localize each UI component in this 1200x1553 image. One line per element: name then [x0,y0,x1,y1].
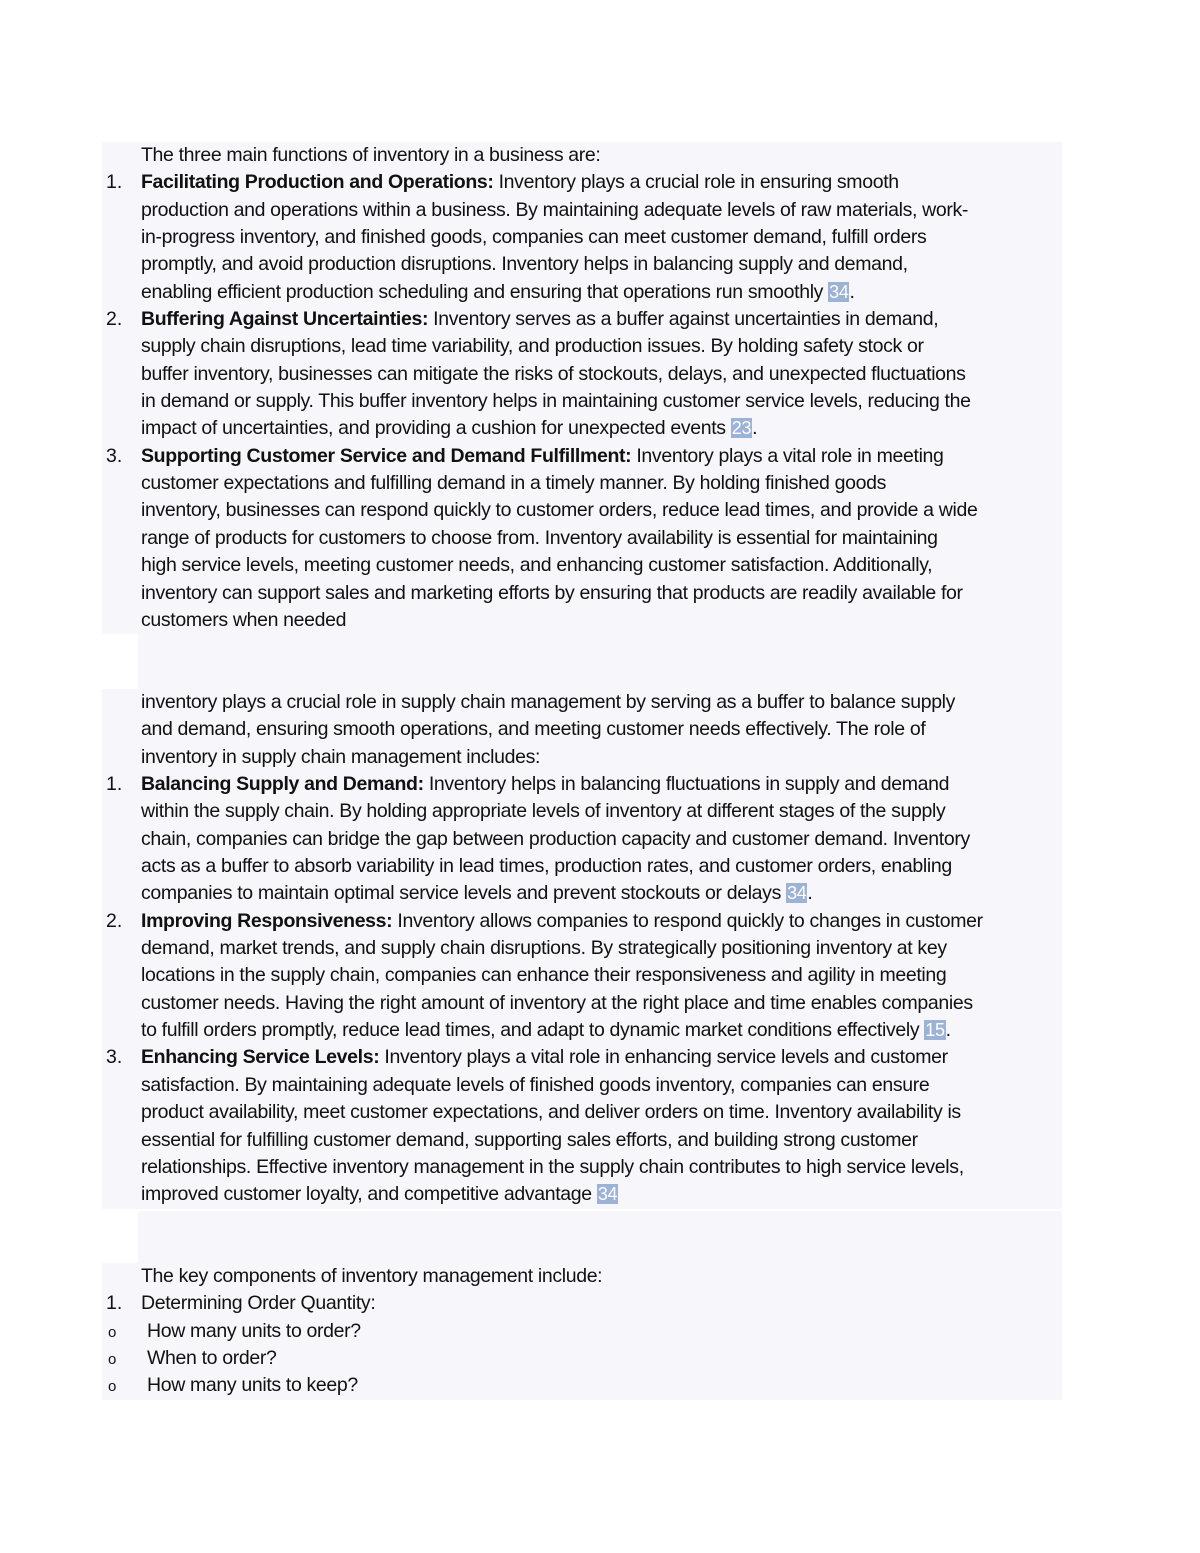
section-intro: inventory plays a crucial role in supply chain management by serving as a buffer to balance supply [141,691,956,713]
sub-list-item: o How many units to keep? [102,1372,1062,1399]
item-title: Facilitating Production and Operations: [141,171,494,194]
list-item: 2. Buffering Against Uncertainties: Inventory serves as a buffer against uncertainties in demand, supply chain disruptions, lead time variability, and production issues. By holding safety stock or buffer inventory, businesses can mitigate the risks of stockouts, delays, and unexpected fluctuations in demand or supply. This buffer inventory helps in maintaining customer service levels, reducing the impact of uncertainties, and providing a cushion for unexpected events 23. [106,308,971,440]
list-item: 1. Facilitating Production and Operations: Inventory plays a crucial role in ensuring smooth production and operations within a business. By maintaining adequate levels of raw materials, work- in-progress inventory, and finished goods, companies can meet customer demand, fulfill orders promptly, and avoid production disruptions. Inventory helps in balancing supply and demand, enabling efficient production scheduling and ensuring that operations run smoothly 34. [106,171,969,303]
list-number: 3. [106,1046,123,1069]
list-number: 1. [106,171,123,194]
list-number: 2. [106,909,123,932]
list-number: 1. [106,773,123,796]
sub-list-item: o When to order? [102,1345,1062,1372]
list-item: 3. Enhancing Service Levels: Inventory plays a vital role in enhancing service levels and customer satisfaction. By maintaining adequate levels of finished goods inventory, companies can ensure product availability, meet customer expectations, and deliver orders on time. Inventory availability is essential for fulfilling customer demand, supporting sales efforts, and building strong customer relationships. Effective inventory management in the supply chain contributes to high service levels, improved customer loyalty, and competitive advantage 34 [106,1046,964,1206]
item-title: Balancing Supply and Demand: [141,773,424,796]
list-item [102,1290,1062,1317]
list-number: 3. [106,444,123,467]
item-title: Enhancing Service Levels: [141,1046,380,1069]
list-item: 1. Balancing Supply and Demand: Inventory helps in balancing fluctuations in supply and demand within the supply chain. By holding appropriate levels of inventory at different stages of the supply chain, companies can bridge the gap between production capacity and customer demand. Inventory acts as a buffer to absorb variability in lead times, production rates, and customer orders, enabling companies to maintain optimal service levels and prevent stockouts or delays 34. [106,773,970,905]
section-spacer [138,634,1062,689]
citation-badge[interactable]: 23 [731,418,752,439]
item-title: Improving Responsiveness: [141,909,393,932]
list-item: 3. Supporting Customer Service and Demand Fulfillment: Inventory plays a vital role in meeting customer expectations and fulfilling demand in a timely manner. By holding finished goods inventory, businesses can respond quickly to customer orders, reduce lead times, and provide a wide range of products for customers to choose from. Inventory availability is essential for maintaining high service levels, meeting customer needs, and enhancing customer satisfaction. Additionally, inventory can support sales and marketing efforts by ensuring that products are readily available for customers when needed [106,444,978,631]
section-intro: The key components of inventory management include: [141,1265,603,1287]
inventory-functions-section [102,142,1062,634]
citation-badge[interactable]: 34 [829,281,849,302]
section-intro: The three main functions of inventory in a business are: [141,144,601,166]
inventory-components-section [102,1263,1062,1400]
list-item: 2. Improving Responsiveness: Inventory allows companies to respond quickly to changes in customer demand, market trends, and supply chain disruptions. By strategically positioning inventory at key locations in the supply chain, companies can enhance their responsiveness and agility in meeting customer needs. Having the right amount of inventory at the right place and time enables companies to fulfill orders promptly, reduce lead times, and adapt to dynamic market conditions effectively 15. [106,909,983,1042]
section-spacer [138,1211,1062,1263]
bullet-icon: o [108,1323,117,1341]
bullet-icon: o [108,1378,117,1396]
sub-list-item: o How many units to order? [102,1318,1062,1345]
citation-badge[interactable]: 34 [597,1184,618,1205]
item-label: Determining Order Quantity: [141,1292,376,1315]
item-title: Supporting Customer Service and Demand Fulfillment: [141,444,632,467]
citation-badge[interactable]: 34 [787,883,807,904]
list-number: 1. [106,1292,123,1315]
bullet-icon: o [108,1351,117,1369]
item-title: Buffering Against Uncertainties: [141,308,429,331]
list-number: 2. [106,308,123,331]
supply-chain-role-section: inventory plays a crucial role in supply chain management by serving as a buffer to balance supply and demand, ensuring smooth operations, and meeting customer needs effectively. The role of inventory in supply chain management includes: 1. Balancing Supply and Demand: Inventory helps in balancing fluctuations in supply and demand within the supply chain. By holding appropriate levels of inventory at different stages of the supply chain, companies can bridge the gap between production capacity and customer demand. Inventory acts as a buffer to absorb variability in lead times, production rates, and customer orders, enabling companies to maintain optimal service levels and prevent stockouts or delays 34. 2. Improving Responsiveness: Inventory allows companies to respond quickly to changes in customer demand, market trends, and supply chain disruptions. By strategically positioning inventory at key locations in the supply chain, companies can enhance their responsiveness and agility in meeting customer needs. Having the right amount of inventory at the right place and time enables companies to fulfill orders promptly, reduce lead times, and adapt to dynamic market conditions effectively 15. 3. Enhancing Service Levels: Inventory plays a vital role in enhancing service levels and customer satisfaction. By maintaining adequate levels of finished goods inventory, companies can ensure product availability, meet customer expectations, and deliver orders on time. Inventory availability is essential for fulfilling customer demand, supporting sales efforts, and building strong customer relationships. Effective inventory management in the supply chain contributes to high service levels, improved customer loyalty, and competitive advantage 34 [102,689,1062,1209]
citation-badge[interactable]: 15 [925,1020,945,1041]
